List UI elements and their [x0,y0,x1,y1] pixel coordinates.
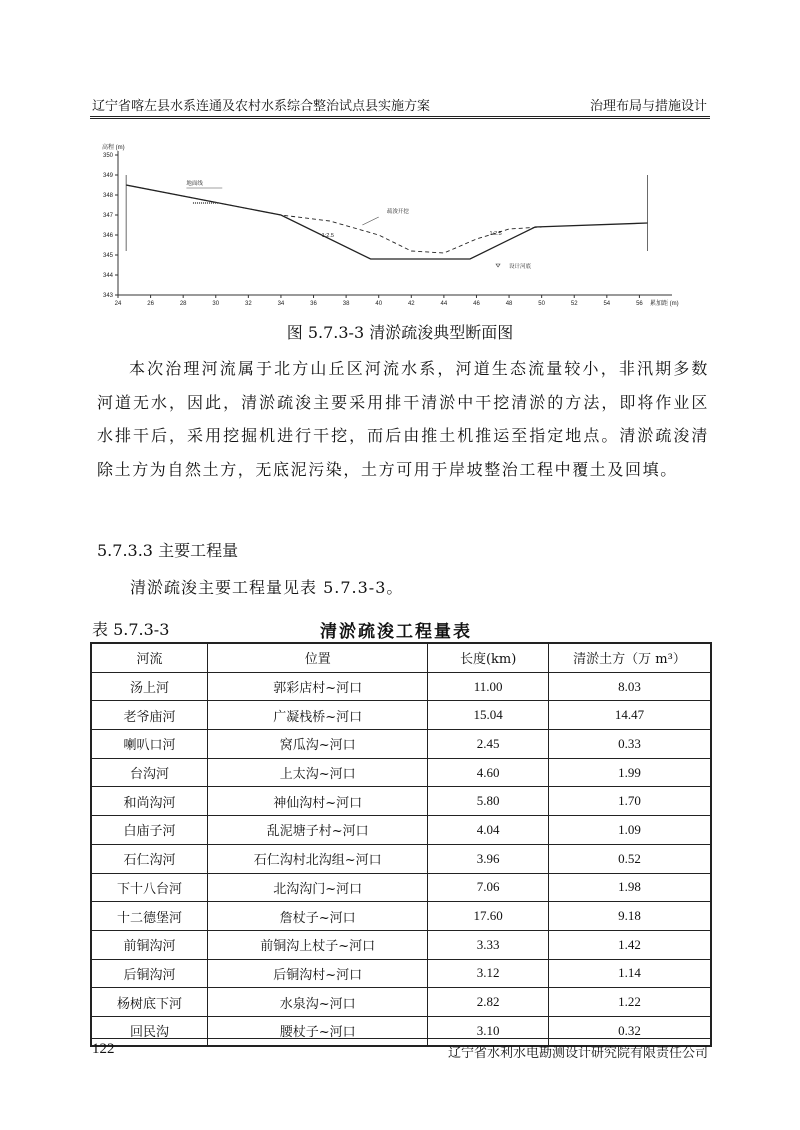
design-bed-label: 设计河底 [509,264,532,270]
x-tick-label: 56 [636,301,643,307]
water-level-icon [496,264,500,267]
figure-caption: 图 5.7.3-3 清淤疏浚典型断面图 [286,323,514,342]
table-row [91,672,711,701]
length-cell: 2.82 [428,988,549,1017]
volume-cell: 0.33 [548,730,711,759]
y-axis-title: 高程 (m) [102,145,125,151]
length-cell: 15.04 [428,701,549,730]
x-tick-label: 44 [440,301,448,307]
body-paragraph: 本次治理河流属于北方山丘区河流水系，河道生态流量较小，非汛期多数河道无水，因此，清淤疏浚主要采用排干清淤中干挖清淤的方法，即将作业区水排干后，采用挖掘机进行干挖，而后由推土机推运至指定地点。清淤疏浚清除土方为自然土方，无底泥污染，土方可用于岸坡整治工程中覆土及回填。 [97,359,709,479]
river-name-cell: 老爷庙河 [91,701,208,730]
section-heading: 5.7.3.3 主要工程量 [97,541,239,560]
volume-cell: 0.52 [548,844,711,873]
x-tick-label: 32 [245,301,252,307]
footer-rule [90,1038,710,1039]
header-rule [90,116,710,117]
location-cell: 后铜沟村~河口 [208,959,428,988]
river-name-cell: 前铜沟河 [91,930,208,959]
volume-cell: 8.03 [548,672,711,701]
location-cell: 郭彩店村~河口 [208,672,428,701]
river-name-cell: 杨树底下河 [91,988,208,1017]
y-tick-label: 346 [102,233,113,239]
y-tick-label: 348 [102,193,113,199]
x-tick-label: 52 [570,301,578,307]
x-tick-label: 38 [342,301,350,307]
location-cell: 詹杖子~河口 [208,902,428,931]
volume-cell: 1.14 [548,959,711,988]
x-tick-label: 48 [505,301,513,307]
river-name-cell: 十二德堡河 [91,902,208,931]
table-row [91,873,711,902]
dredging-section-chart [100,143,720,313]
location-cell: 石仁沟村北沟组~河口 [208,844,428,873]
x-tick-label: 46 [473,301,480,307]
y-tick-label: 349 [102,173,113,179]
slope-left-label: 1:2.5 [321,233,334,239]
x-tick-label: 42 [407,301,415,307]
location-cell: 水泉沟~河口 [208,988,428,1017]
location-cell: 北沟沟门~河口 [208,873,428,902]
length-cell: 11.00 [428,672,549,701]
river-name-cell: 下十八台河 [91,873,208,902]
column-header: 清淤土方（万 m³） [548,643,711,672]
location-cell: 乱泥塘子村~河口 [208,816,428,845]
volume-cell: 0.32 [548,1016,711,1045]
y-tick-label: 343 [102,293,113,299]
volume-cell: 14.47 [548,701,711,730]
length-cell: 3.33 [428,930,549,959]
table-row [91,787,711,816]
x-tick-label: 26 [147,301,154,307]
x-tick-label: 30 [212,301,220,307]
table-row [91,930,711,959]
x-tick-label: 24 [114,301,122,307]
table-row [91,758,711,787]
table-title: 清淤疏浚工程量表 [320,622,472,642]
x-tick-label: 54 [603,301,611,307]
table-row [91,844,711,873]
ground-line-label: 地面线 [186,181,203,187]
page-header-right: 治理布局与措施设计 [589,99,707,114]
page-number: 122 [92,1041,115,1057]
river-name-cell: 喇叭口河 [91,730,208,759]
table-row [91,902,711,931]
river-name-cell: 回民沟 [91,1016,208,1045]
x-tick-label: 28 [179,301,187,307]
ground-line-series [126,185,541,253]
length-cell: 3.12 [428,959,549,988]
length-cell: 3.96 [428,844,549,873]
table-label: 表 5.7.3-3 [92,620,170,639]
slope-right-label: 1:2.5 [489,231,502,237]
y-tick-label: 347 [102,213,113,219]
length-cell: 4.60 [428,758,549,787]
table-intro-text: 清淤疏浚主要工程量见表 5.7.3-3。 [130,578,404,597]
location-cell: 前铜沟上杖子~河口 [208,930,428,959]
column-header: 位置 [208,643,428,672]
x-axis-title: 累加距 (m) [650,301,679,307]
dredge-section-series [126,185,648,259]
location-cell: 窝瓜沟~河口 [208,730,428,759]
y-tick-label: 345 [102,253,113,259]
footer-organization: 辽宁省水利水电勘测设计研究院有限责任公司 [447,1046,708,1061]
length-cell: 5.80 [428,787,549,816]
length-cell: 2.45 [428,730,549,759]
x-tick-label: 36 [310,301,317,307]
volume-cell: 1.42 [548,930,711,959]
location-cell: 广凝栈桥~河口 [208,701,428,730]
river-name-cell: 汤上河 [91,672,208,701]
table-row [91,816,711,845]
table-row [91,959,711,988]
length-cell: 7.06 [428,873,549,902]
location-cell: 腰杖子~河口 [208,1016,428,1045]
river-name-cell: 白庙子河 [91,816,208,845]
location-cell: 上太沟~河口 [208,758,428,787]
dredge-label: 疏浚开挖 [386,209,409,215]
header-rule-double [90,118,710,119]
volume-cell: 1.09 [548,816,711,845]
volume-cell: 1.70 [548,787,711,816]
page-header-left: 辽宁省喀左县水系连通及农村水系综合整治试点县实施方案 [92,99,431,114]
length-cell: 3.10 [428,1016,549,1045]
table-row [91,701,711,730]
x-tick-label: 40 [375,301,383,307]
x-tick-label: 34 [277,301,285,307]
y-tick-label: 350 [102,153,113,159]
dredge-leader [362,217,378,225]
volume-cell: 1.22 [548,988,711,1017]
volume-cell: 1.98 [548,873,711,902]
river-name-cell: 和尚沟河 [91,787,208,816]
location-cell: 神仙沟村~河口 [208,787,428,816]
y-tick-label: 344 [102,273,113,279]
column-header: 河流 [91,643,208,672]
column-header: 长度(km) [428,643,549,672]
volume-cell: 1.99 [548,758,711,787]
table-row [91,730,711,759]
river-name-cell: 石仁沟河 [91,844,208,873]
table-header-row [91,643,711,672]
x-tick-label: 50 [538,301,545,307]
length-cell: 4.04 [428,816,549,845]
river-name-cell: 后铜沟河 [91,959,208,988]
table-row [91,988,711,1017]
dredging-quantity-table [90,642,712,1047]
length-cell: 17.60 [428,902,549,931]
river-name-cell: 台沟河 [91,758,208,787]
volume-cell: 9.18 [548,902,711,931]
